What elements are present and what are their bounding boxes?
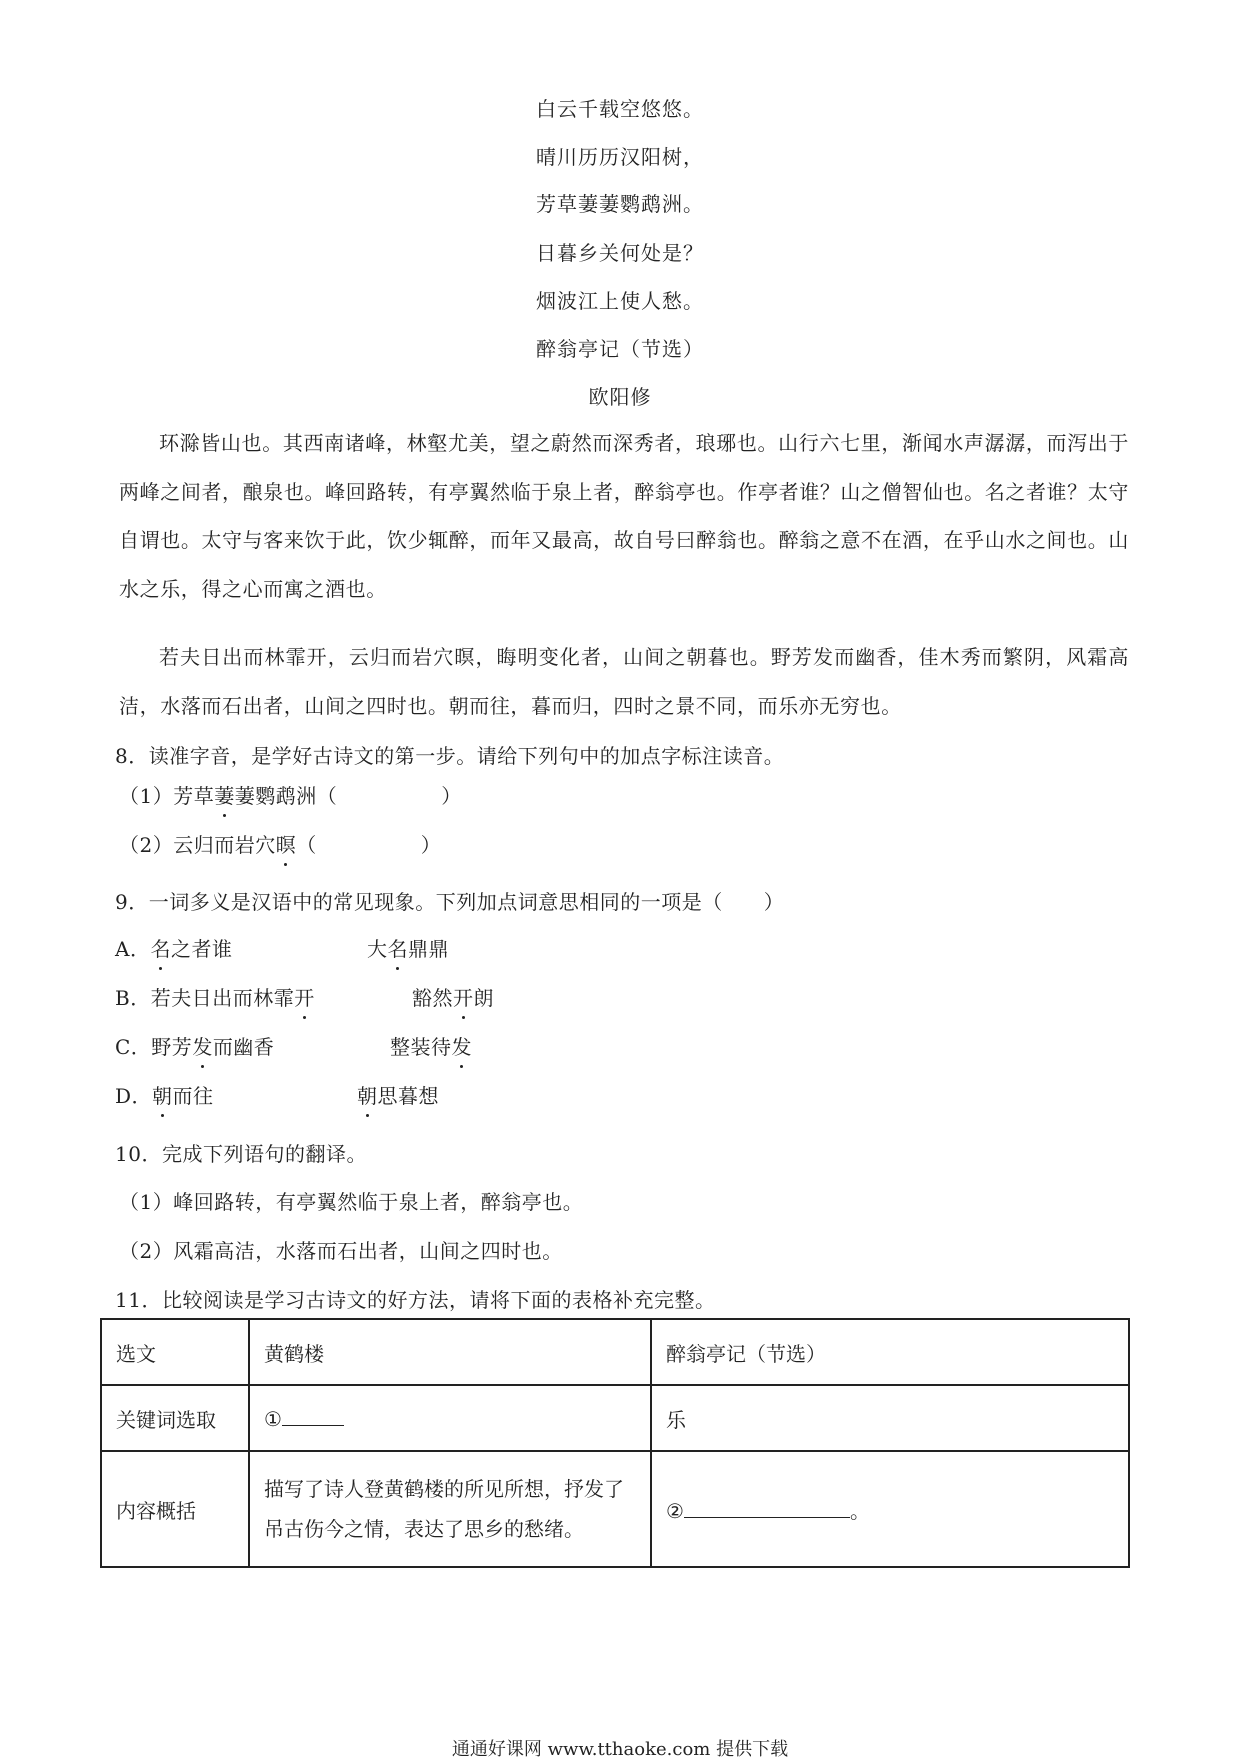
- table-row: [101, 1451, 1129, 1567]
- q8-item-2-pre: （2）云归而岩穴: [119, 833, 276, 857]
- dotted-char: 名: [150, 933, 171, 962]
- dotted-char: 发: [452, 1031, 473, 1060]
- table-row: [101, 1319, 1129, 1385]
- circled-number: ①: [264, 1407, 282, 1431]
- dotted-char: 朝: [152, 1080, 173, 1109]
- circled-number: ②: [666, 1498, 684, 1523]
- q11-stem: 11．比较阅读是学习古诗文的好方法，请将下面的表格补充完整。: [115, 1288, 716, 1312]
- q9-stem: 9．一词多义是汉语中的常见现象。下列加点词意思相同的一项是（ ）: [115, 890, 785, 914]
- option-text: C．野芳: [115, 1035, 193, 1059]
- dotted-char: 朝: [357, 1080, 378, 1109]
- option-text: 而幽香: [212, 1035, 275, 1059]
- dotted-char: 开: [294, 982, 315, 1011]
- essay-paragraph-1: 环滁皆山也。其西南诸峰，林壑尤美，望之蔚然而深秀者，琅琊也。山行六七里，渐闻水声潺潺，而泻出于两峰之间者，酿泉也。峰回路转，有亭翼然临于泉上者，醉翁亭也。作亭者谁？山之僧智仙也。名之者谁？太守自谓也。太守与客来饮于此，饮少辄醉，而年又最高，故自号曰醉翁也。醉翁之意不在酒，在乎山水之间也。山水之乐，得之心而寓之酒也。: [119, 431, 1129, 601]
- poem-line: 芳草萋萋鹦鹉洲。: [536, 192, 704, 216]
- essay-title: 醉翁亭记（节选）: [536, 337, 704, 361]
- table-cell: 关键词选取: [101, 1385, 249, 1451]
- q8-item-2-post: （: [296, 833, 317, 857]
- q8-item-2-close: ）: [420, 833, 442, 857]
- table-cell: 选文: [101, 1319, 249, 1385]
- poem-line: 日暮乡关何处是？: [536, 241, 704, 265]
- option-text: B．若夫日出而林霏: [115, 986, 295, 1010]
- end-mark: 。: [849, 1498, 870, 1523]
- option-text: 思暮想: [377, 1084, 439, 1108]
- q8-item-1-close: ）: [441, 784, 462, 808]
- q8-item-1: [119, 780, 462, 809]
- option-text: A．: [115, 937, 151, 961]
- answer-blank-2[interactable]: [684, 1497, 850, 1518]
- q10-stem: 10．完成下列语句的翻译。: [115, 1142, 367, 1166]
- q9-option-b-right: [412, 982, 494, 1011]
- poem-line: 烟波江上使人愁。: [536, 289, 704, 313]
- q10-item-2: （2）风霜高洁，水落而石出者，山间之四时也。: [119, 1239, 563, 1263]
- q9-option-c-right: [390, 1031, 472, 1060]
- essay-author: 欧阳修: [588, 385, 652, 409]
- option-text: D．: [115, 1084, 153, 1108]
- table-cell: 醉翁亭记（节选）: [651, 1319, 1129, 1385]
- footer-credit: 通通好课网 www.tthaoke.com 提供下载: [451, 1739, 789, 1760]
- option-text: 之者谁: [170, 937, 233, 961]
- q10-item-1: （1）峰回路转，有亭翼然临于泉上者，醉翁亭也。: [119, 1190, 584, 1214]
- essay-paragraph-2: 若夫日出而林霏开，云归而岩穴暝，晦明变化者，山间之朝暮也。野芳发而幽香，佳木秀而繁阴，风霜高洁，水落而石出者，山间之四时也。朝而往，暮而归，四时之景不同，而乐亦无穷也。: [119, 645, 1129, 718]
- option-text: 而往: [172, 1084, 214, 1108]
- comparison-table: [100, 1318, 1130, 1568]
- table-cell: [651, 1451, 1129, 1567]
- answer-blank-1[interactable]: [282, 1405, 344, 1426]
- q9-option-b-left[interactable]: [115, 982, 315, 1011]
- table-cell: 描写了诗人登黄鹤楼的所见所想，抒发了吊古伤今之情，表达了思乡的愁绪。: [249, 1451, 651, 1567]
- q9-option-c-left[interactable]: [115, 1031, 274, 1060]
- table-cell: 黄鹤楼: [249, 1319, 651, 1385]
- poem-line: 晴川历历汉阳树，: [536, 145, 704, 169]
- q8-item-1-post: 萋鹦鹉洲（: [234, 784, 338, 808]
- q8-item-1-pre: （1）芳草: [119, 784, 215, 808]
- q9-option-d-left[interactable]: [115, 1080, 214, 1109]
- option-text: 整装待: [390, 1035, 452, 1059]
- dotted-char: 名: [388, 933, 409, 962]
- poem-line: 白云千载空悠悠。: [536, 97, 704, 121]
- table-cell: 乐: [651, 1385, 1129, 1451]
- dotted-char: 发: [192, 1031, 213, 1060]
- q9-option-a-left[interactable]: [115, 933, 232, 962]
- table-cell: 内容概括: [101, 1451, 249, 1567]
- q9-option-d-right: [357, 1080, 439, 1109]
- table-row: [101, 1385, 1129, 1451]
- q8-item-2: [119, 829, 441, 858]
- option-text: 豁然: [412, 986, 453, 1010]
- dotted-char: 开: [453, 982, 474, 1011]
- q9-option-a-right: [367, 933, 449, 962]
- dotted-char: 暝: [276, 829, 297, 858]
- option-text: 大: [367, 937, 388, 961]
- table-cell: [249, 1385, 651, 1451]
- option-text: 朗: [473, 986, 494, 1010]
- dotted-char: 萋: [214, 780, 235, 809]
- option-text: 鼎鼎: [408, 937, 449, 961]
- q8-stem: 8．读准字音，是学好古诗文的第一步。请给下列句中的加点字标注读音。: [115, 744, 785, 768]
